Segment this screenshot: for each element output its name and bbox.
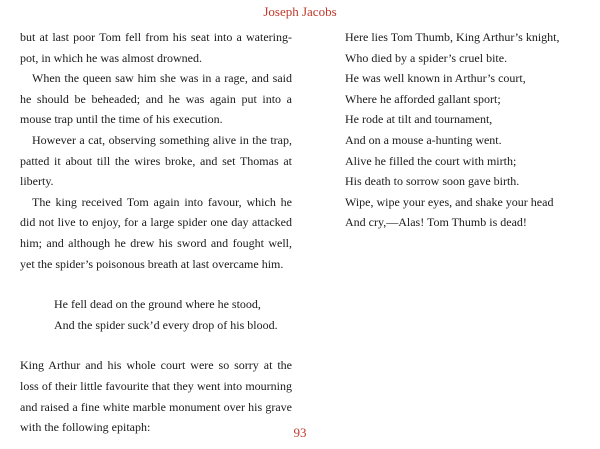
page-number: 93 — [293, 425, 307, 440]
epitaph-poem — [345, 27, 585, 233]
epitaph-line: Here lies Tom Thumb, King Arthur’s knight, — [345, 30, 560, 44]
epitaph-line: Wipe, wipe your eyes, and shake your head — [345, 194, 554, 209]
left-column — [20, 27, 292, 438]
verse-couplet — [54, 294, 292, 335]
paragraph-mourning: King Arthur and his whole court were so sorry at the loss of their little favourite that they went into mourning and raised a fine white marble monument over his grave with the following epitaph: — [20, 358, 292, 435]
epitaph-line: He rode at tilt and tournament, — [345, 112, 493, 127]
paragraph-queen-rage: When the queen saw him she was in a rage, and said he should be beheaded; and he was again put into a mouse trap until the time of his execution. — [20, 71, 292, 127]
epitaph-line: And on a mouse a-hunting went. — [345, 132, 502, 147]
running-header: Joseph Jacobs — [263, 4, 337, 19]
epitaph-line: His death to sorrow soon gave birth. — [345, 174, 520, 189]
paragraph-cat: However a cat, observing something alive in the trap, patted it about till the wires broke, and set Thomas at liberty. — [20, 132, 292, 189]
verse-line: And the spider suck’d every drop of his blood. — [54, 317, 278, 332]
epitaph-line: And cry,—Alas! Tom Thumb is dead! — [345, 215, 527, 230]
paragraph-continuation: but at last poor Tom fell from his seat into a watering-pot, in which he was almost drowned. — [20, 30, 292, 65]
paragraph-spider: The king received Tom again into favour, which he did not live to enjoy, for a large spider one day attacked him; and although he drew his sword and fought well, yet the spider’s poisonous breath at last overcame him. — [20, 194, 292, 271]
epitaph-line: He was well known in Arthur’s court, — [345, 71, 526, 86]
epitaph-line: Alive he filled the court with mirth; — [345, 153, 517, 168]
verse-line: He fell dead on the ground where he stood, — [54, 297, 261, 312]
epitaph-line: Who died by a spider’s cruel bite. — [345, 50, 508, 65]
epitaph-line: Where he afforded gallant sport; — [345, 91, 501, 106]
